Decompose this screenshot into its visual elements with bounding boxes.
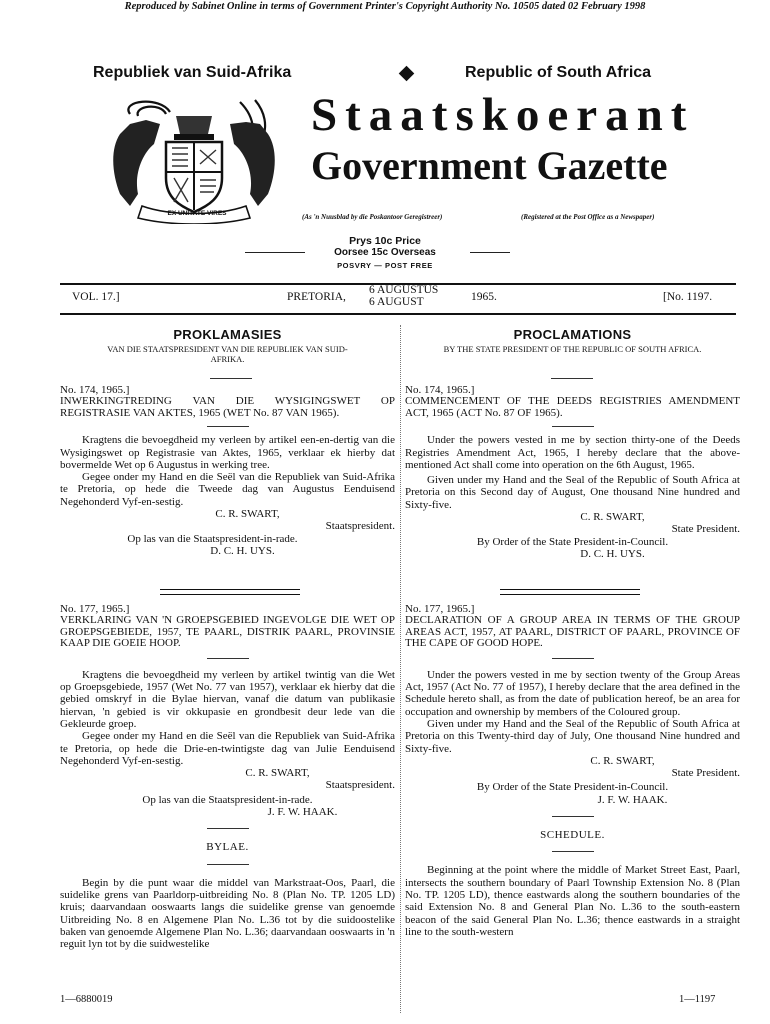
- short-rule: [551, 378, 593, 379]
- left-column-header: [60, 329, 395, 364]
- schedule-heading: SCHEDULE.: [540, 829, 605, 842]
- minister-name: J. F. W. HAAK.: [267, 806, 338, 819]
- issue-date-afrikaans: 6 AUGUSTUS: [369, 284, 439, 296]
- order-line: Op las van die Staatspresident-in-rade.: [127, 532, 298, 545]
- page-footer-right: 1—1197: [679, 994, 716, 1005]
- order-line: Op las van die Staatspresident-in-rade.: [142, 793, 313, 806]
- proclamation-body: Under the powers vested in me by section twenty of the Group Areas Act, 1957 (Act No. 77 of 1957), I hereby declare that the area defined in the Schedule hereto shall, as from the date of publication hereof, be an area for occupation and ownership by members of the Coloured group.: [405, 668, 740, 718]
- title-english: Government Gazette: [311, 143, 668, 188]
- post-free-line: POSVRY — POST FREE: [337, 261, 433, 270]
- proclamation-body: Kragtens die bevoegdheid my verleen by artikel twintig van die Wet op Groepsgebiede, 1957 (Wet No. 77 van 1957), verklaar ek hierby dat die gebied omskryf in die Bylae hiervan, vanaf die datum van publikasie hiervan, 'n gebied is vir okkupasie en grondbesit deur lede van die Gekleurde groep.: [60, 668, 395, 730]
- proclamation-body: Kragtens die bevoegdheid my verleen by artikel een-en-dertig van die Wysigingswet op Registrasie van Aktes, 1965, verklaar ek hierby dat bovermelde Wet op 6 Augustus in werking tree.: [60, 434, 395, 471]
- proclamations-subheading-english: BY THE STATE PRESIDENT OF THE REPUBLIC OF SOUTH AFRICA.: [443, 344, 702, 355]
- reproduction-notice: Reproduced by Sabinet Online in terms of Government Printer's Copyright Authority No. 10505 dated 02 February 1998: [124, 1, 646, 12]
- proclamations-heading-english: PROCLAMATIONS: [513, 327, 632, 342]
- short-rule: [207, 426, 249, 427]
- short-rule: [207, 864, 249, 865]
- short-rule: [207, 658, 249, 659]
- price-rule-right: [470, 252, 510, 253]
- proclamation-title: INWERKINGTREDING VAN DIE WYSIGINGSWET OP REGISTRASIE VAN AKTES, 1965 (WET No. 87 VAN 1965).: [60, 395, 395, 419]
- short-rule: [552, 426, 594, 427]
- registration-note-afrikaans: (As 'n Nuusblad by die Poskantoor Geregistreer): [302, 213, 443, 221]
- masthead-afrikaans-country: Republiek van Suid-Afrika: [93, 64, 292, 81]
- short-rule: [552, 851, 594, 852]
- signer-name: C. R. SWART,: [245, 767, 310, 780]
- right-proclamation-174: [405, 384, 740, 560]
- schedule-body: Begin by die punt waar die middel van Markstraat-Oos, Paarl, die suidelike grens van Paarldorp-uitbreiding No. 8 (Plan No. TP. 1205 LD) kruis; daarvandaan ooswaarts langs die suidelike grense van genoemde Uitbreiding No. 8 en Algemene Plan No. L.36 tot by die suidoostelike baken van genoemde Algemene Plan No. L.36; daarvandaan ooswaarts in 'n reguit lyn tot by die suidwestelike: [60, 876, 395, 951]
- short-rule: [552, 658, 594, 659]
- proclamation-title: DECLARATION OF A GROUP AREA IN TERMS OF THE GROUP AREAS ACT, 1957, AT PAARL, DISTRICT OF PAARL, PROVINCE OF THE CAPE OF GOOD HOPE.: [405, 614, 740, 650]
- issue-year: 1965.: [471, 291, 497, 303]
- masthead-english-country: Republic of South Africa: [465, 64, 652, 81]
- right-proclamation-177: [405, 603, 740, 938]
- left-proclamation-177: [60, 603, 395, 950]
- order-line: By Order of the State President-in-Council.: [476, 535, 669, 548]
- coat-of-arms-icon: [90, 94, 298, 224]
- page-footer-left: 1—6880019: [60, 994, 113, 1005]
- issue-date-english: 6 AUGUST: [369, 296, 424, 308]
- schedule-heading: BYLAE.: [206, 841, 249, 854]
- order-line: By Order of the State President-in-Council.: [476, 781, 669, 794]
- issue-place: PRETORIA,: [287, 291, 346, 303]
- minister-name: D. C. H. UYS.: [210, 544, 275, 557]
- minister-name: J. F. W. HAAK.: [597, 793, 668, 806]
- short-rule: [552, 816, 594, 817]
- proclamation-given: Gegee onder my Hand en die Seël van die Republiek van Suid-Afrika te Pretoria, op hede die Tweede dag van Augustus Eenduisend Negehonderd Vyf-en-sestig.: [60, 471, 395, 508]
- issue-number: [No. 1197.: [663, 291, 713, 303]
- volume-number: VOL. 17.]: [72, 291, 120, 303]
- title-afrikaans: Staatskoerant: [311, 89, 695, 141]
- proclamation-given: Given under my Hand and the Seal of the Republic of South Africa at Pretoria on this Twenty-third day of July, One thousand Nine hundred and Sixty-five.: [405, 717, 740, 755]
- proclamation-number: No. 174, 1965.]: [405, 384, 475, 396]
- overseas-price-line: Oorsee 15c Overseas: [334, 247, 436, 258]
- proclamation-number: No. 177, 1965.]: [405, 603, 475, 615]
- proclamation-title: COMMENCEMENT OF THE DEEDS REGISTRIES AMENDMENT ACT, 1965 (ACT No. 87 OF 1965).: [405, 395, 740, 419]
- signer-name: C. R. SWART,: [580, 511, 645, 524]
- proclamations-subheading-afrikaans: VAN DIE STAATSPRESIDENT VAN DIE REPUBLIEK VAN SUID-AFRIKA.: [107, 344, 348, 365]
- short-rule: [207, 828, 249, 829]
- double-rule: [160, 589, 300, 595]
- proclamation-number: No. 174, 1965.]: [60, 384, 130, 396]
- proclamation-given: Gegee onder my Hand en die Seël van die Republiek van Suid-Afrika te Pretoria, op hede die Drie-en-twintigste dag van Julie Eenduisend Negehonderd Vyf-en-sestig.: [60, 730, 395, 767]
- price-line: Prys 10c Price: [349, 235, 421, 247]
- double-rule: [500, 589, 640, 595]
- proclamation-number: No. 177, 1965.]: [60, 603, 130, 615]
- left-proclamation-174: [60, 384, 395, 557]
- signer-title: State President.: [671, 767, 740, 780]
- schedule-body: Beginning at the point where the middle of Market Street East, Paarl, intersects the southern boundary of Paarl Township Extension No. 8 (Plan No. TP. 1205 LD), thence eastwards along the southern boundaries of the said Extension No. 8 and General Plan No. L.36 to the south-eastern beacon of the said General Plan No. L.36; thence eastwards in a straight line to the south-western: [405, 864, 740, 938]
- motto-text: EX UNITATE VIRES: [167, 210, 227, 217]
- proclamation-given: Given under my Hand and the Seal of the Republic of South Africa at Pretoria on this Second day of August, One thousand Nine hundred and Sixty-five.: [405, 474, 740, 511]
- signer-title: Staatspresident.: [325, 520, 395, 533]
- signer-title: State President.: [671, 523, 740, 536]
- diamond-separator: [399, 66, 415, 82]
- minister-name: D. C. H. UYS.: [580, 547, 645, 560]
- proclamation-title: VERKLARING VAN 'N GROEPSGEBIED INGEVOLGE DIE WET OP GROEPSGEBIEDE, 1957, TE PAARL, DISTRIK PAARL, PROVINSIE KAAP DIE GOEIE HOOP.: [60, 614, 395, 650]
- proclamation-body: Under the powers vested in me by section thirty-one of the Deeds Registries Amendment Act, 1965, I hereby declare that the above-mentioned Act shall come into operation on the 6th August, 1965.: [405, 434, 740, 471]
- proclamations-heading-afrikaans: PROKLAMASIES: [173, 327, 282, 342]
- short-rule: [210, 378, 252, 379]
- signer-name: C. R. SWART,: [215, 508, 280, 521]
- signer-name: C. R. SWART,: [590, 754, 655, 767]
- issue-bottom-rule: [60, 313, 736, 315]
- right-column-header: [405, 329, 740, 354]
- signer-title: Staatspresident.: [325, 779, 395, 792]
- column-divider: [400, 325, 401, 1013]
- registration-note-english: (Registered at the Post Office as a Newspaper): [521, 213, 655, 221]
